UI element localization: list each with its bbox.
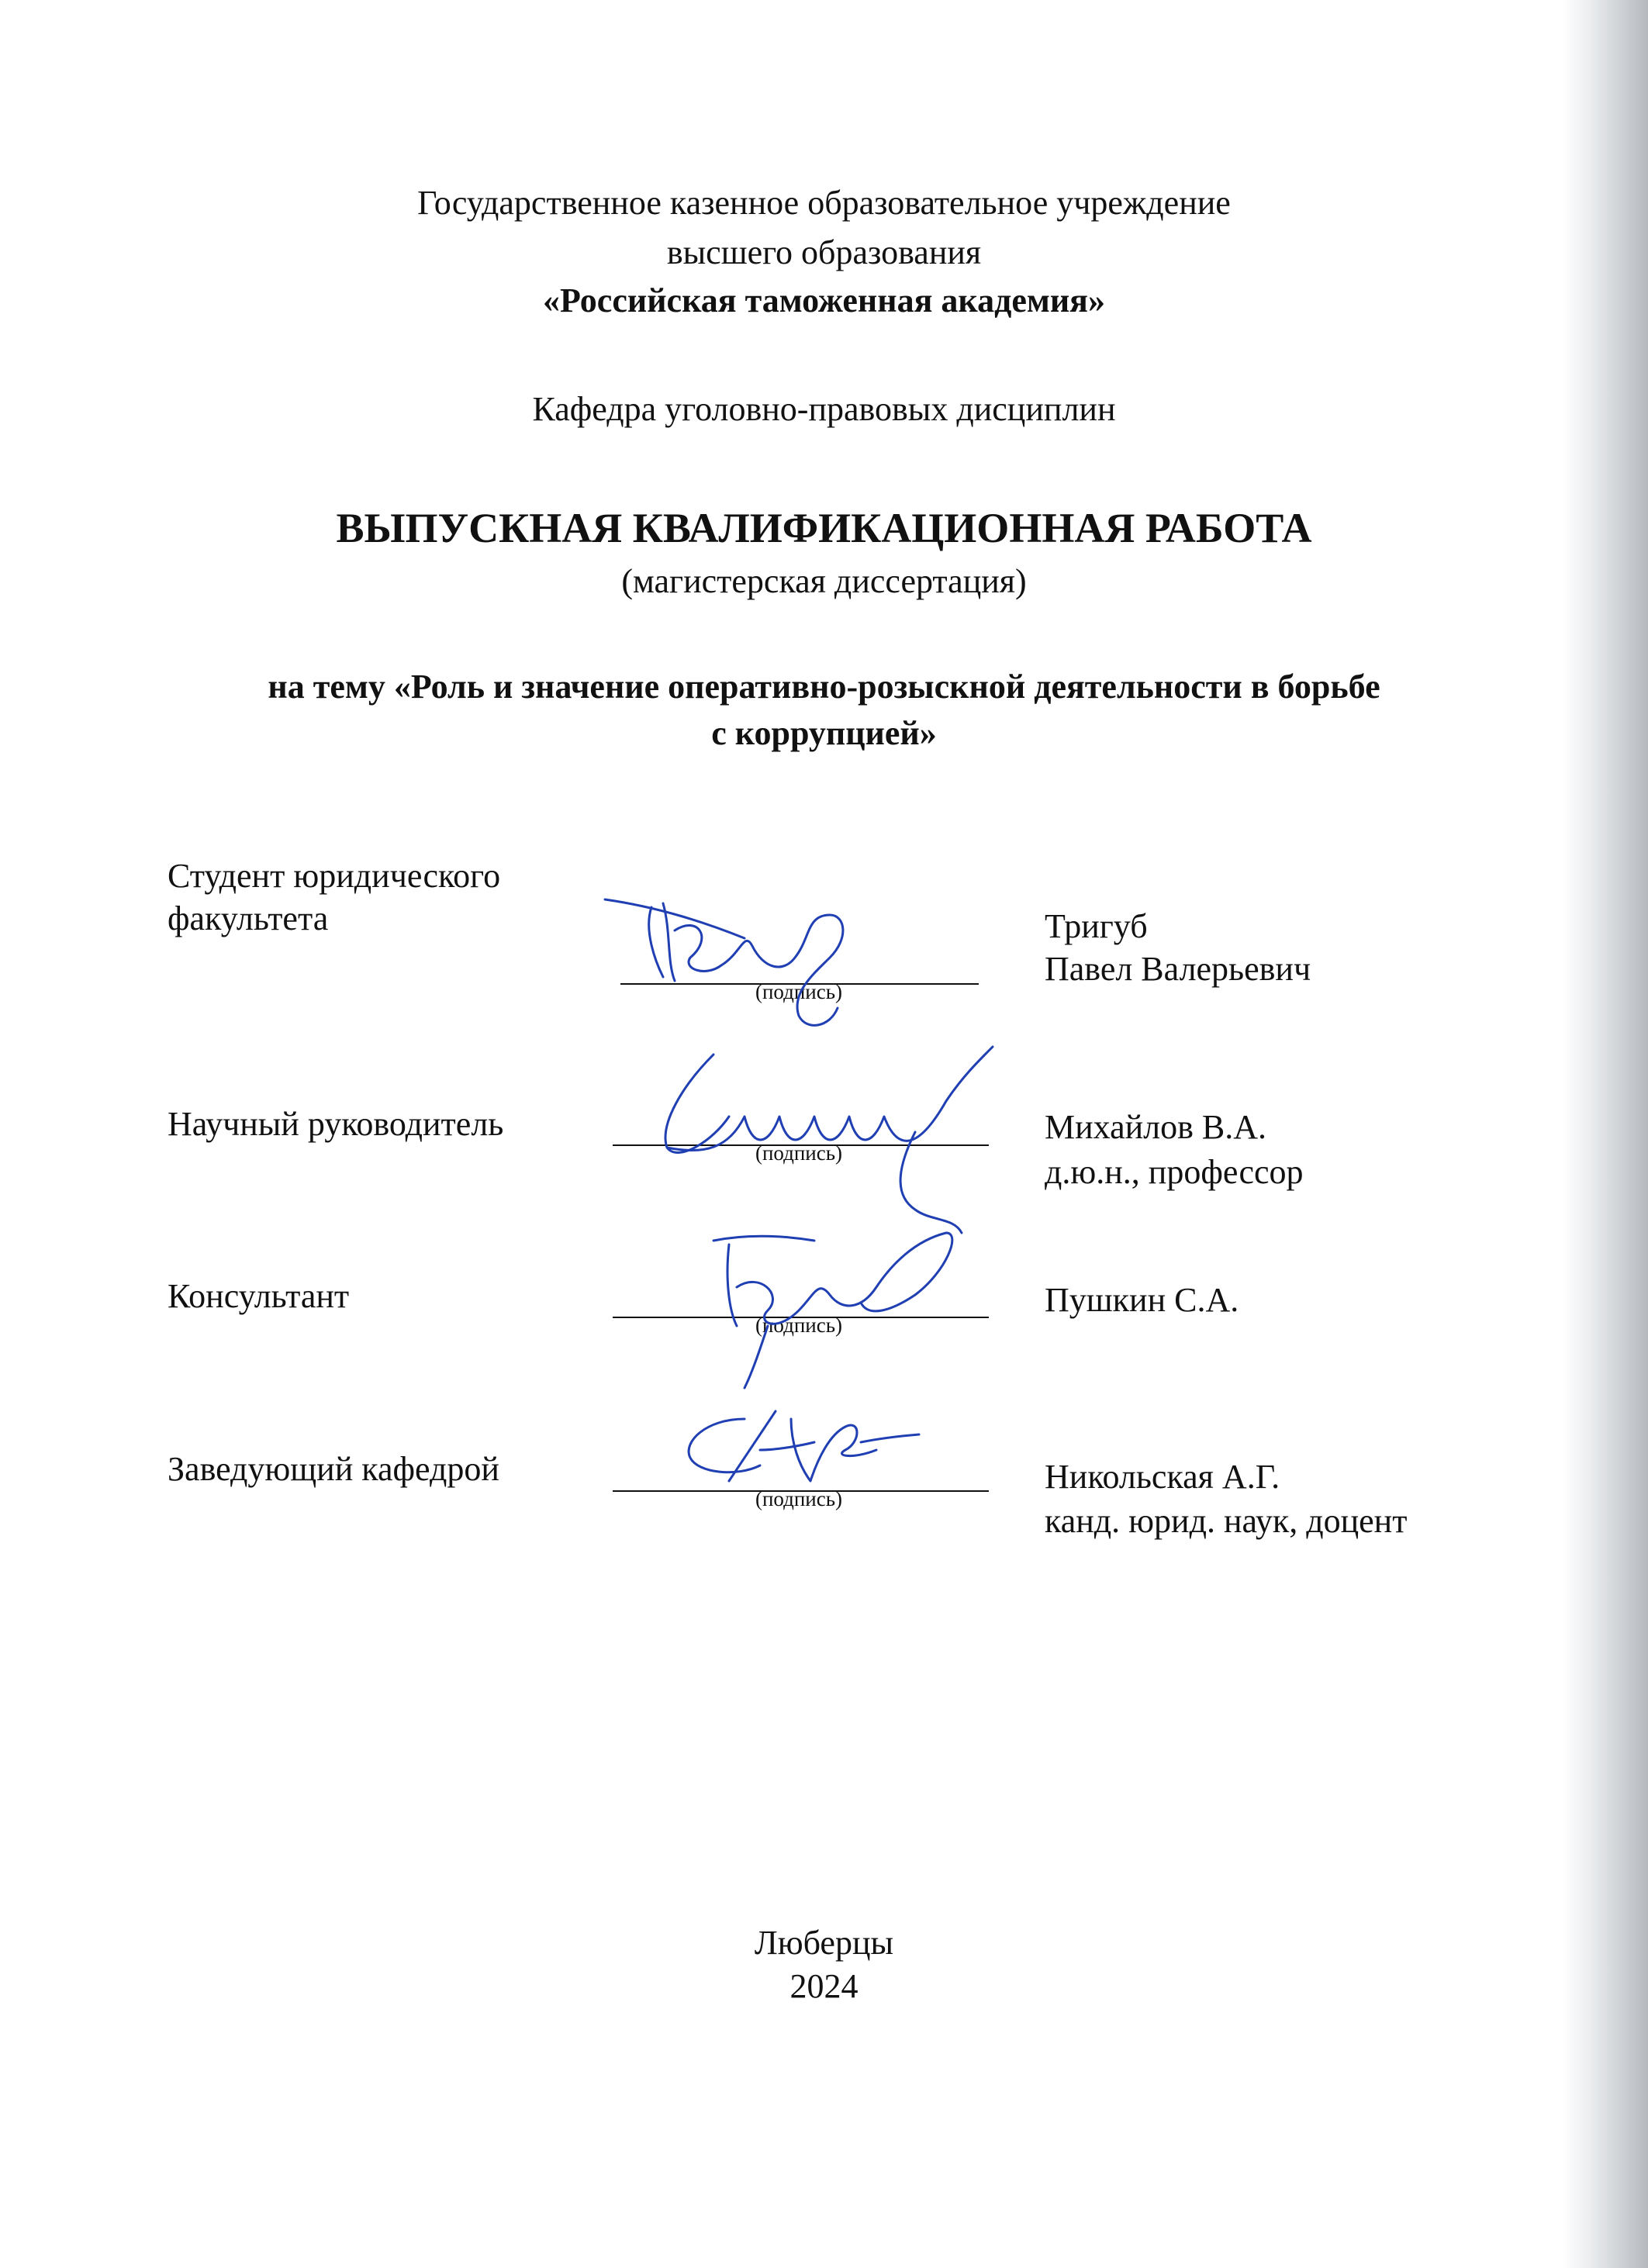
student-signature [597,884,884,1039]
topic-line-2: с коррупцией» [711,714,937,752]
head-name: Никольская А.Г. [1045,1458,1280,1496]
signature-caption-head: (подпись) [755,1487,843,1510]
topic-line-1: на тему «Роль и значение оперативно-розыскной деятельности в борьбе [268,668,1380,706]
institution-name: «Российская таможенная академия» [543,281,1105,319]
department-name: Кафедра уголовно-правовых дисциплин [532,390,1116,428]
supervisor-name: Михайлов В.А. [1045,1108,1267,1146]
student-role-line-2: факультета [168,899,329,937]
supervisor-degree: д.ю.н., профессор [1045,1153,1304,1191]
work-title: ВЫПУСКНАЯ КВАЛИФИКАЦИОННАЯ РАБОТА [336,505,1312,551]
consultant-signature [682,1210,962,1396]
student-name: Тригуб [1045,907,1148,945]
supervisor-signature [636,1039,1000,1233]
student-role-line-1: Студент юридического [168,857,501,895]
city: Люберцы [754,1924,894,1962]
signature-caption-consultant: (подпись) [755,1314,843,1337]
supervisor-role: Научный руководитель [168,1105,504,1143]
consultant-role: Консультант [168,1277,350,1315]
head-role: Заведующий кафедрой [168,1450,499,1488]
head-signature [675,1388,923,1504]
institution-line-1: Государственное казенное образовательное учреждение [417,184,1231,222]
signature-caption-supervisor: (подпись) [755,1141,843,1165]
institution-line-2: высшего образования [666,233,982,271]
signature-caption-student: (подпись) [755,980,843,1003]
consultant-name: Пушкин С.А. [1045,1281,1239,1319]
head-degree: канд. юрид. наук, доцент [1045,1502,1408,1540]
student-full-name: Павел Валерьевич [1045,950,1311,988]
work-subtitle: (магистерская диссертация) [621,562,1027,600]
year: 2024 [789,1967,859,2005]
